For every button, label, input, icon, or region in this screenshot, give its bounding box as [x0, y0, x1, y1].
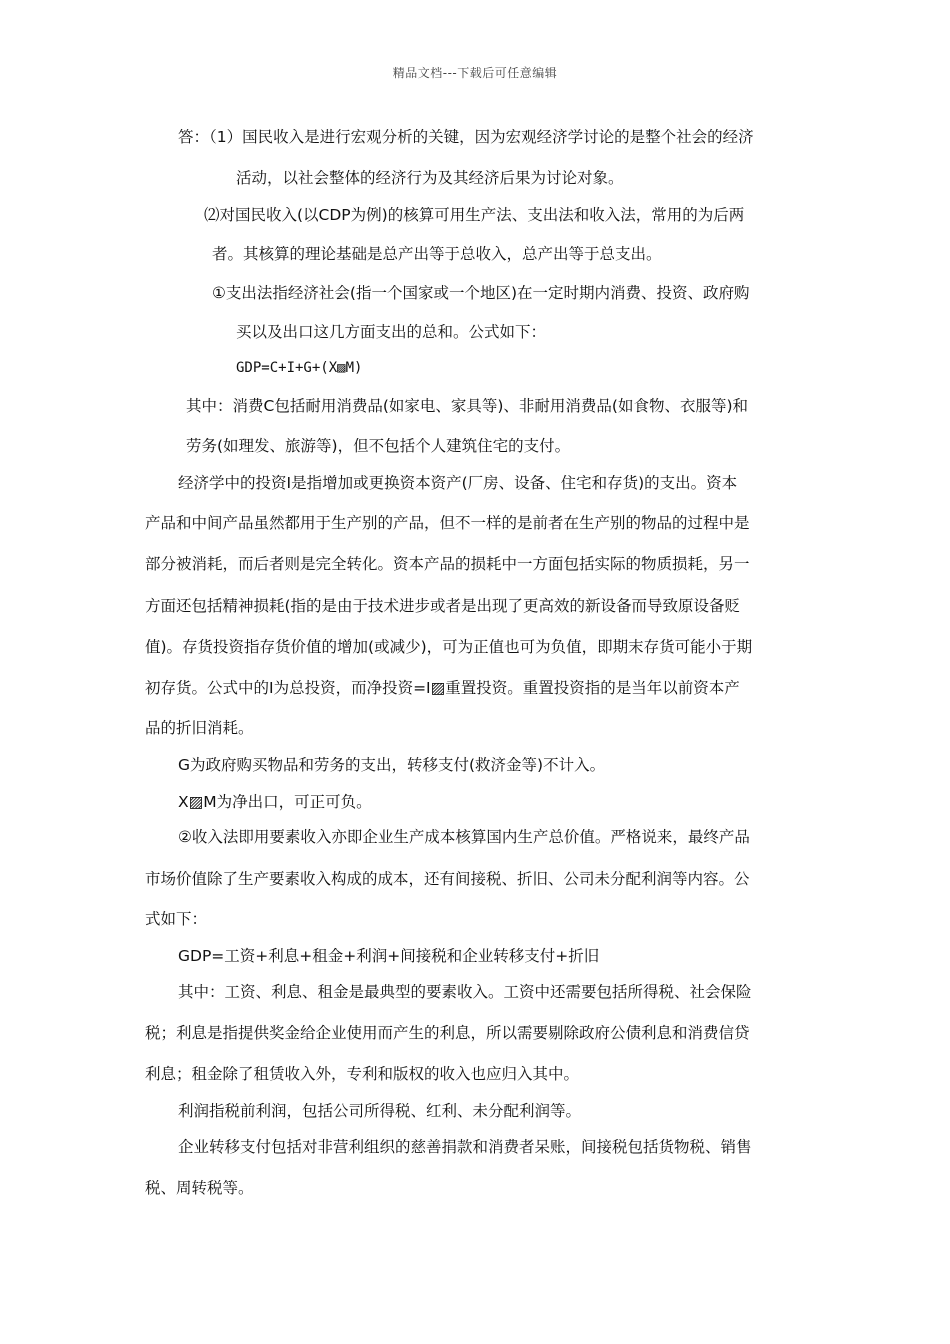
text-line: X▨M为净出口，可正可负。 [178, 793, 372, 811]
text-line: 经济学中的投资I是指增加或更换资本资产(厂房、设备、住宅和存货)的支出。资本 [178, 474, 738, 492]
text-line: 答：（1）国民收入是进行宏观分析的关键，因为宏观经济学讨论的是整个社会的经济 [178, 128, 754, 146]
text-line: 方面还包括精神损耗(指的是由于技术进步或者是出现了更高效的新设备而导致原设备贬 [145, 597, 741, 615]
text-line: 其中：消费C包括耐用消费品(如家电、家具等)、非耐用消费品(如食物、衣服等)和 [186, 397, 749, 415]
formula-income: GDP=工资+利息+租金+利润+间接税和企业转移支付+折旧 [178, 947, 600, 965]
text-line: 品的折旧消耗。 [145, 719, 254, 737]
text-line: 活动，以社会整体的经济行为及其经济后果为讨论对象。 [236, 169, 624, 187]
text-line: ①支出法指经济社会(指一个国家或一个地区)在一定时期内消费、投资、政府购 [212, 284, 750, 302]
text-line: 企业转移支付包括对非营利组织的慈善捐款和消费者呆账，间接税包括货物税、销售 [178, 1138, 752, 1156]
text-line: ②收入法即用要素收入亦即企业生产成本核算国内生产总价值。严格说来，最终产品 [178, 828, 750, 846]
text-line: 式如下： [145, 910, 208, 928]
text-line: 初存货。公式中的I为总投资，而净投资=I▨重置投资。重置投资指的是当年以前资本产 [145, 679, 740, 697]
page-header: 精品文档---下载后可任意编辑 [392, 66, 558, 80]
text-line: 买以及出口这几方面支出的总和。公式如下： [236, 323, 547, 341]
formula-expenditure: GDP=C+I+G+(X▨M) [236, 360, 363, 376]
text-line: 市场价值除了生产要素收入构成的成本，还有间接税、折旧、公司未分配利润等内容。公 [145, 870, 750, 888]
text-line: 税；利息是指提供奖金给企业使用而产生的利息，所以需要剔除政府公债利息和消费信贷 [145, 1024, 750, 1042]
text-line: 其中：工资、利息、租金是最典型的要素收入。工资中还需要包括所得税、社会保险 [178, 983, 752, 1001]
text-line: 劳务(如理发、旅游等)，但不包括个人建筑住宅的支付。 [186, 437, 571, 455]
text-line: 部分被消耗，而后者则是完全转化。资本产品的损耗中一方面包括实际的物质损耗，另一 [145, 555, 750, 573]
text-line: G为政府购买物品和劳务的支出，转移支付(救济金等)不计入。 [178, 756, 606, 774]
text-line: ⑵对国民收入(以CDP为例)的核算可用生产法、支出法和收入法，常用的为后两 [204, 206, 745, 224]
text-line: 产品和中间产品虽然都用于生产别的产品，但不一样的是前者在生产别的物品的过程中是 [145, 514, 750, 532]
text-line: 者。其核算的理论基础是总产出等于总收入，总产出等于总支出。 [212, 245, 662, 263]
text-line: 利润指税前利润，包括公司所得税、红利、未分配利润等。 [178, 1102, 582, 1120]
text-line: 利息；租金除了租赁收入外，专利和版权的收入也应归入其中。 [145, 1065, 580, 1083]
text-line: 税、周转税等。 [145, 1179, 254, 1197]
text-line: 值)。存货投资指存货价值的增加(或减少)，可为正值也可为负值，即期末存货可能小于期 [145, 638, 753, 656]
